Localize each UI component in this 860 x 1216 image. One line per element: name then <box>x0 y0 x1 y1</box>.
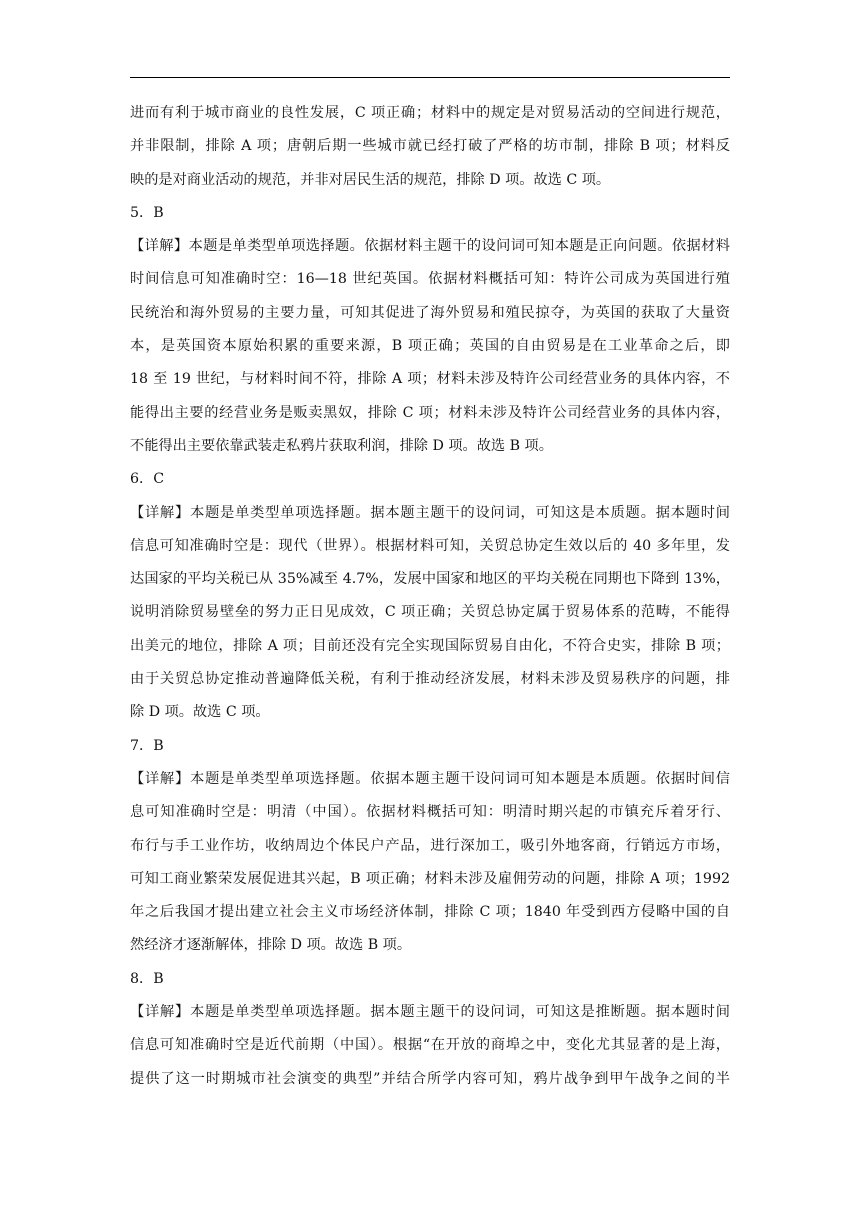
text-line: 【详解】本题是单类型单项选择题。据本题主题干的设问词，可知这是推断题。据本题时间 <box>130 1004 730 1021</box>
text-line: 【详解】本题是单类型单项选择题。依据材料主题干的设问词可知本题是正向问题。依据材料 <box>130 238 730 255</box>
text-line: 出美元的地位，排除 A 项；目前还没有完全实现国际贸易自由化，不符合史实，排除 B 项； <box>130 637 730 654</box>
text-line: 民统治和海外贸易的主要力量，可知其促进了海外贸易和殖民掠夺，为英国的获取了大量资 <box>130 304 730 321</box>
text-line: 可知工商业繁荣发展促进其兴起，B 项正确；材料未涉及雇佣劳动的问题，排除 A 项；1992 <box>130 870 730 887</box>
answer-number: 7．B <box>130 737 164 754</box>
text-line: 达国家的平均关税已从 35%减至 4.7%，发展中国家和地区的平均关税在同期也下降到 13%， <box>130 571 730 588</box>
text-line: 说明消除贸易壁垒的努力正日见成效，C 项正确；关贸总协定属于贸易体系的范畴，不能得 <box>130 604 730 621</box>
text-line: 息可知准确时空是：明清（中国）。依据材料概括可知：明清时期兴起的市镇充斥着牙行、 <box>130 804 730 821</box>
answer-item-7 <box>130 737 730 955</box>
text-line: 映的是对商业活动的规范，并非对居民生活的规范，排除 D 项。故选 C 项。 <box>130 171 611 188</box>
text-line: 进而有利于城市商业的良性发展，C 项正确；材料中的规定是对贸易活动的空间进行规范， <box>130 105 730 121</box>
continuation-paragraph <box>130 104 730 189</box>
text-line: 信息可知准确时空是近代前期（中国）。根据“在开放的商埠之中，变化尤其显著的是上海， <box>130 1037 730 1054</box>
answer-item-6 <box>130 470 730 721</box>
answer-number: 5．B <box>130 204 164 221</box>
text-line: 【详解】本题是单类型单项选择题。依据本题主题干设问词可知本题是本质题。依据时间信 <box>130 770 730 787</box>
answer-explanations <box>130 104 730 1103</box>
answer-item-8 <box>130 970 730 1088</box>
answer-number: 6．C <box>130 471 165 488</box>
text-line: 18 至 19 世纪，与材料时间不符，排除 A 项；材料未涉及特许公司经营业务的具体内容，不 <box>130 371 730 388</box>
text-line: 【详解】本题是单类型单项选择题。据本题主题干的设问词，可知这是本质题。据本题时间 <box>130 504 730 521</box>
text-line: 并非限制，排除 A 项；唐朝后期一些城市就已经打破了严格的坊市制，排除 B 项；材料反 <box>130 138 730 155</box>
text-line: 能得出主要的经营业务是贩卖黑奴，排除 C 项；材料未涉及特许公司经营业务的具体内容， <box>130 404 730 421</box>
header-rule <box>130 77 730 78</box>
answer-item-5 <box>130 204 730 455</box>
text-line: 本，是英国资本原始积累的重要来源，B 项正确；英国的自由贸易是在工业革命之后，即 <box>130 338 730 355</box>
text-line: 布行与手工业作坊，收纳周边个体民户产品，进行深加工，吸引外地客商，行销远方市场， <box>130 837 730 854</box>
text-line: 时间信息可知准确时空：16—18 世纪英国。依据材料概括可知：特许公司成为英国进行殖 <box>130 271 730 288</box>
text-line: 年之后我国才提出建立社会主义市场经济体制，排除 C 项；1840 年受到西方侵略中国的自 <box>130 904 730 921</box>
text-line: 然经济才逐渐解体，排除 D 项。故选 B 项。 <box>130 937 412 954</box>
text-line: 由于关贸总协定推动普遍降低关税，有利于推动经济发展，材料未涉及贸易秩序的问题，排 <box>130 671 730 688</box>
text-line: 不能得出主要依靠武装走私鸦片获取利润，排除 D 项。故选 B 项。 <box>130 437 553 454</box>
text-line: 提供了这一时期城市社会演变的典型”并结合所学内容可知，鸦片战争到甲午战争之间的半 <box>130 1070 730 1087</box>
answer-number: 8．B <box>130 970 164 987</box>
text-line: 除 D 项。故选 C 项。 <box>130 704 270 721</box>
text-line: 信息可知准确时空是：现代（世界）。根据材料可知，关贸总协定生效以后的 40 多年里，发 <box>130 537 730 554</box>
